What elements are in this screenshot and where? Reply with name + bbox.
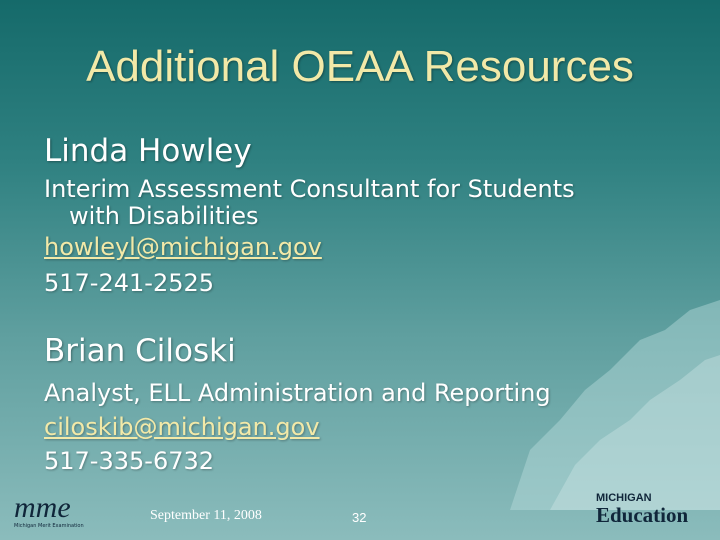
contact-name-2: Brian Ciloski	[44, 333, 236, 369]
mme-logo-text: mme	[14, 491, 71, 524]
contact-role-1-line-2: with Disabilities	[69, 202, 259, 230]
mme-logo	[14, 491, 114, 535]
michigan-education-logo	[596, 492, 708, 536]
contact-role-1	[44, 176, 575, 230]
page-number: 32	[352, 510, 367, 525]
contact-phone-1: 517-241-2525	[44, 269, 215, 297]
mme-logo-subtext: Michigan Merit Examination	[14, 523, 84, 529]
education-logo-text: Education	[596, 503, 689, 527]
slide-title: Additional OEAA Resources	[86, 42, 634, 91]
footer-date: September 11, 2008	[150, 508, 262, 523]
contact-email-2[interactable]: ciloskib@michigan.gov	[44, 413, 320, 441]
contact-role-2: Analyst, ELL Administration and Reporting	[44, 379, 551, 407]
contact-phone-2: 517-335-6732	[44, 447, 215, 475]
contact-role-1-line-1: Interim Assessment Consultant for Students	[44, 175, 575, 203]
contact-email-1[interactable]: howleyl@michigan.gov	[44, 233, 322, 261]
michigan-logo-text: MICHIGAN	[596, 492, 652, 504]
contact-name-1: Linda Howley	[44, 133, 252, 169]
